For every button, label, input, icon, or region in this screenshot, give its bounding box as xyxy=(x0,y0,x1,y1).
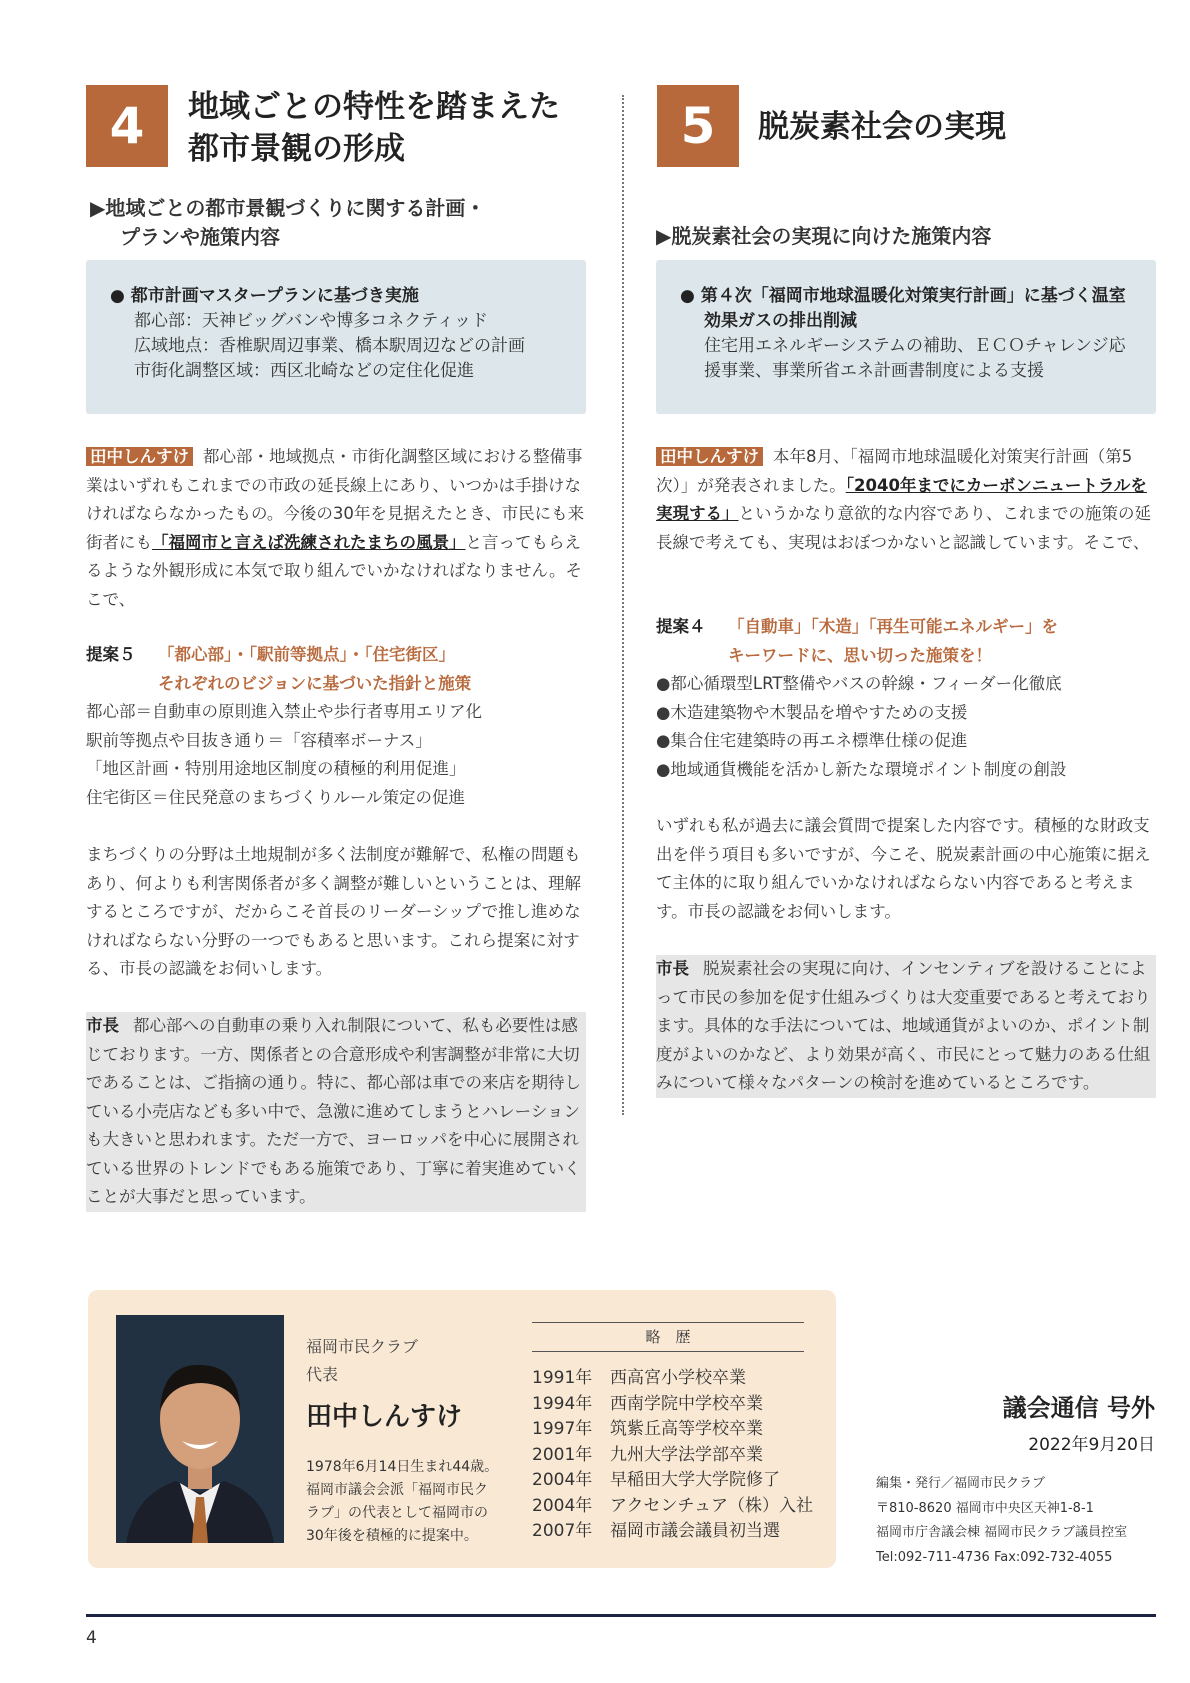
mayor-label: 市長 xyxy=(86,1016,119,1035)
section-5-mayor-answer: 市長 脱炭素社会の実現に向け、インセンティブを設けることによって市民の参加を促す仕組みづくりは大変重要であると考えております。具体的な手法については、地域通貨がよいのか、ポイント制度がよいのかなど、より効果が高く、市民にとって魅力のある仕組みについて様々なパターンの検討を進めているところです。 xyxy=(656,955,1156,1098)
portrait-icon xyxy=(116,1315,284,1543)
publication-title: 議会通信 号外 xyxy=(1002,1394,1155,1422)
career-row: 2004年 早稲田大学大学院修了 xyxy=(532,1470,780,1490)
section-4-mayor-answer: 市長 都心部への自動車の乗り入れ制限について、私も必要性は感じております。一方、関係者との合意形成や利害調整が非常に大切であることは、ご指摘の通り。特に、都心部は車での来店を期待している小売店なども多い中で、急激に進めてしまうとハレーションも大きいと思われます。ただ一方で、ヨーロッパを中心に展開されている世界のトレンドでもある施策であり、丁寧に着実進めていくことが大事だと思っています。 xyxy=(86,1012,586,1212)
profile-org-block xyxy=(306,1333,418,1389)
proposal-item: ●地域通貨機能を活かし新たな環境ポイント制度の創設 xyxy=(656,759,1067,779)
footer-rule xyxy=(86,1614,1156,1617)
section-4-title: 地域ごとの特性を踏まえた 都市景観の形成 xyxy=(188,89,560,167)
underlined-phrase: 「福岡市と言えば洗練されたまちの風景」 xyxy=(152,532,466,552)
profile-role: 代表 xyxy=(306,1365,339,1384)
section-number-5: 5 xyxy=(657,85,739,167)
section-5-statement: 田中しんすけ 本年8月、「福岡市地球温暖化対策実行計画（第5次）」が発表されました。「2040年までにカーボンニュートラルを実現する」というかなり意欲的な内容であり、これまでの施策の延長線で考えても、実現はおぼつかないと認識しています。そこで、 xyxy=(656,447,1151,552)
proposal-5: 提案５ 「都心部」・「駅前等拠点」・「住宅街区」 それぞれのビジョンに基づいた指針と施策 都心部＝自動車の原則進入禁止や歩行者専用エリア化 駅前等拠点や目抜き通り＝「容積率ボーナス」 「地区計画・特別用途地区制度の積極的利用促進」 住宅街区＝住民発意のまちづくりルール策定の促進 xyxy=(86,641,586,812)
career-row: 2001年 九州大学法学部卒業 xyxy=(532,1444,763,1465)
career-row: 1997年 筑紫丘高等学校卒業 xyxy=(532,1419,763,1439)
plan-heading: ● 第４次「福岡市地球温暖化対策実行計画」に基づく温室効果ガスの排出削減 xyxy=(680,286,1126,331)
section-5-subheading: ▶脱炭素社会の実現に向けた施策内容 xyxy=(656,224,992,248)
page-number: 4 xyxy=(86,1628,97,1648)
section-number-4: 4 xyxy=(86,85,168,167)
plan-line: 都心部：天神ビッグバンや博多コネクティッド xyxy=(134,311,488,331)
speaker-tag: 田中しんすけ xyxy=(86,447,193,466)
plan-line: 住宅用エネルギーシステムの補助、ＥＣＯチャレンジ応援事業、事業所省エネ計画書制度による支援 xyxy=(704,336,1126,381)
career-row: 2004年 アクセンチュア（株）入社 xyxy=(532,1495,813,1516)
section-5-title: 脱炭素社会の実現 xyxy=(758,109,1006,145)
proposal-label: 提案５ xyxy=(86,645,136,664)
plan-line: 広域地点：香椎駅周辺事業、橋本駅周辺などの計画 xyxy=(134,336,525,356)
proposal-4: 提案４ 「自動車」「木造」「再生可能エネルギー」を キーワードに、思い切った施策を！ ●都心循環型LRT整備やバスの幹線・フィーダー化徹底 ●木造建築物や木製品を増やすための支援 ●集合住宅建築時の再エネ標準仕様の促進 ●地域通貨機能を活かし新たな環境ポイント制度の創設 xyxy=(656,613,1156,784)
section-5-plan-box xyxy=(656,260,1156,414)
career-list xyxy=(532,1366,813,1545)
profile-org: 福岡市民クラブ xyxy=(306,1337,419,1356)
career-row: 1991年 西高宮小学校卒業 xyxy=(532,1368,746,1388)
proposal-item: ●集合住宅建築時の再エネ標準仕様の促進 xyxy=(656,731,968,750)
proposal-item: ●都心循環型LRT整備やバスの幹線・フィーダー化徹底 xyxy=(656,674,1062,693)
proposal-item: 「地区計画・特別用途地区制度の積極的利用促進」 xyxy=(86,759,466,778)
section-4-subheading: ▶地域ごとの都市景観づくりに関する計画・ プランや施策内容 xyxy=(90,196,486,249)
section-4-plan-box xyxy=(86,260,586,414)
publication-date: 2022年9月20日 xyxy=(1028,1435,1155,1455)
proposal-item: 都心部＝自動車の原則進入禁止や歩行者専用エリア化 xyxy=(86,702,482,721)
speaker-tag: 田中しんすけ xyxy=(656,447,763,466)
section-4-question: まちづくりの分野は土地規制が多く法制度が難解で、私権の問題もあり、何よりも利害関係者が多く調整が難しいということは、理解するところですが、だからこそ首長のリーダーシップで推し進めなければならない分野の一つでもあると思います。これら提案に対する、市長の認識をお伺いします。 xyxy=(86,845,581,978)
career-title: 略 歴 xyxy=(532,1322,804,1352)
profile-bio: 1978年6月14日生まれ44歳。 福岡市議会会派「福岡市民ク ラブ」の代表として福岡市の 30年後を積極的に提案中。 xyxy=(306,1459,499,1544)
profile-name: 田中しんすけ xyxy=(306,1402,463,1432)
proposal-item: 住宅街区＝住民発意のまちづくりルール策定の促進 xyxy=(86,787,466,807)
section-4-statement: 田中しんすけ 都心部・地域拠点・市街化調整区域における整備事業はいずれもこれまでの市政の延長線上にあり、いつかは手掛けなければならなかったもの。今後の30年を見据えたとき、市民にも来街者にも「福岡市と言えば洗練されたまちの風景」と言ってもらえるような外観形成に本気で取り組んでいかなければなりません。そこで、 xyxy=(86,447,585,609)
career-row: 1994年 西南学院中学校卒業 xyxy=(532,1393,763,1414)
mayor-label: 市長 xyxy=(656,959,689,978)
proposal-item: 駅前等拠点や目抜き通り＝「容積率ボーナス」 xyxy=(86,730,432,750)
portrait-photo xyxy=(116,1315,284,1543)
career-row: 2007年 福岡市議会議員初当選 xyxy=(532,1521,780,1541)
plan-line: 市街化調整区域：西区北崎などの定住化促進 xyxy=(134,361,474,381)
underlined-phrase: 「2040年までにカーボンニュートラルを実現する」 xyxy=(656,475,1147,523)
proposal-label: 提案４ xyxy=(656,617,706,636)
publisher-address: 編集・発行／福岡市民クラブ 〒810-8620 福岡市中央区天神1-8-1 福岡市庁舎議会棟 福岡市民クラブ議員控室 Tel:092-711-4736 Fax:092-732-4055 xyxy=(876,1476,1128,1565)
proposal-item: ●木造建築物や木製品を増やすための支援 xyxy=(656,702,968,722)
plan-heading: ● 都市計画マスタープランに基づき実施 xyxy=(110,286,419,306)
column-divider xyxy=(622,95,624,1115)
section-5-question: いずれも私が過去に議会質問で提案した内容です。積極的な財政支出を伴う項目も多いですが、今こそ、脱炭素計画の中心施策に据えて主体的に取り組んでいかなければならない内容であると考えます。市長の認識をお伺いします。 xyxy=(656,816,1151,921)
